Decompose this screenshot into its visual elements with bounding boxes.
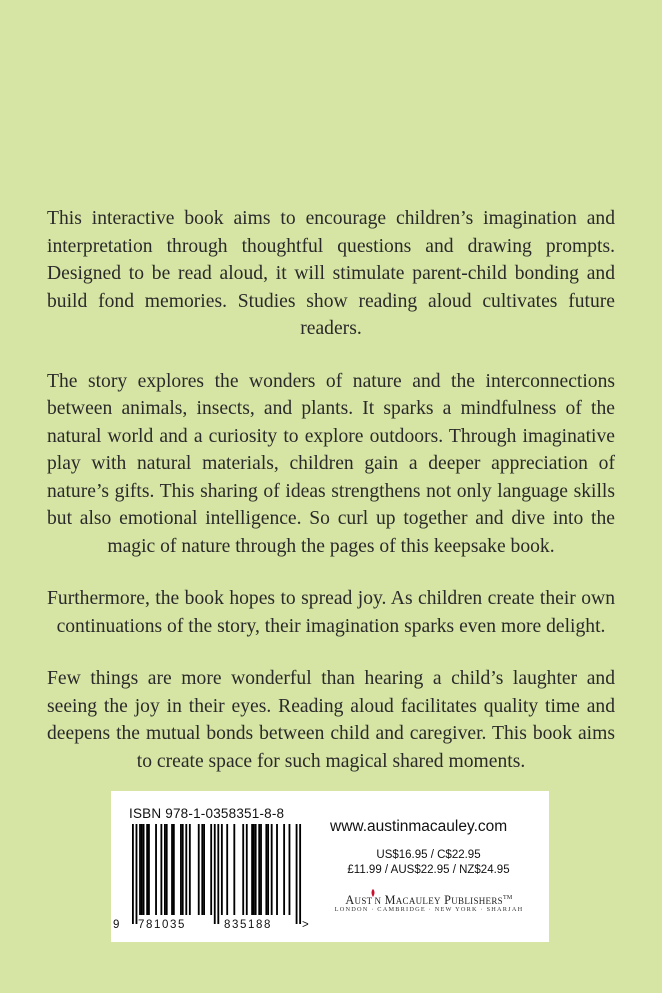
barcode-bar (160, 824, 162, 915)
publisher-name-part-1: Aust (345, 893, 373, 907)
barcode-bar (289, 824, 291, 915)
barcode-bar (139, 824, 141, 915)
barcode-bar (148, 824, 150, 915)
barcode-bar (173, 824, 175, 915)
barcode-bar (283, 824, 285, 915)
barcode-bar (198, 824, 200, 915)
barcode-bar (255, 824, 257, 915)
barcode-bar (203, 824, 205, 915)
barcode-bar (276, 824, 278, 915)
barcode-arrow: > (302, 919, 311, 931)
barcode-bar (260, 824, 262, 915)
price-line-1: US$16.95 / C$22.95 (376, 849, 481, 861)
barcode-bar (242, 824, 244, 915)
barcode-bar (189, 824, 191, 915)
barcode-guard-bar (214, 824, 216, 924)
barcode-bar (146, 824, 148, 915)
barcode-bar (258, 824, 260, 915)
publisher-name-part-2: n Macauley Publishers (374, 893, 503, 907)
barcode-bar (251, 824, 253, 915)
barcode-bar (253, 824, 255, 915)
blurb-paragraph-1: This interactive book aims to encourage children’s imagination and interpretation through thoughtful questions and drawing prompts. Designed to be read aloud, it will stimulate parent-child bonding and build fond memories. Studies show reading aloud cultivates future readers. (47, 208, 615, 339)
barcode-guard-bar (296, 824, 298, 924)
publisher-trademark: TM (502, 894, 513, 901)
barcode-bar (221, 824, 223, 915)
barcode-bar (271, 824, 273, 915)
isbn-label: ISBN 978-1-0358351-8-8 (129, 806, 285, 821)
price-list (316, 848, 541, 878)
barcode-digit-lead: 9 (113, 919, 121, 931)
barcode-panel (111, 791, 549, 942)
blurb-text (47, 205, 615, 800)
barcode-digits-left: 781035 (138, 919, 186, 931)
barcode-digits-right: 835188 (224, 919, 272, 931)
price-line-2: £11.99 / AUS$22.95 / NZ$24.95 (347, 864, 510, 876)
barcode-bar (267, 824, 269, 915)
barcode-bar (182, 824, 184, 915)
barcode-bar (185, 824, 187, 915)
barcode-bar (143, 824, 145, 915)
barcode-bar (201, 824, 203, 915)
barcode-bar (180, 824, 182, 915)
barcode-bar (226, 824, 228, 915)
barcode-guard-bar (136, 824, 138, 924)
barcode-bar (233, 824, 235, 915)
blurb-paragraph-2: The story explores the wonders of nature and the interconnections between animals, insects, and plants. It sparks a mindfulness of the natural world and a curiosity to explore outdoors. Through imaginative play with natural materials, children gain a deeper appreciation of nature’s gifts. This sharing of ideas strengthens not only language skills but also emotional intelligence. So curl up together and dive into the magic of nature through the pages of this keepsake book. (47, 370, 615, 557)
barcode-guard-bar (132, 824, 134, 924)
blurb-paragraph-3: Furthermore, the book hopes to spread joy. As children create their own continuations of the story, their imagination sparks even more delight. (47, 588, 615, 637)
barcode-guard-bar (299, 824, 301, 924)
publisher-website: www.austinmacauley.com (330, 818, 508, 835)
barcode-bar (210, 824, 212, 915)
barcode-guard-bar (217, 824, 219, 924)
barcode-bar (166, 824, 168, 915)
barcode-bar (265, 824, 267, 915)
barcode-bar (171, 824, 173, 915)
barcode-bar (141, 824, 143, 915)
publisher-cities: LONDON · CAMBRIDGE · NEW YORK · SHARJAH (334, 906, 524, 913)
barcode-bar (246, 824, 248, 915)
barcode-bar (164, 824, 166, 915)
barcode-bar (155, 824, 157, 915)
isbn-barcode (121, 824, 311, 924)
blurb-paragraph-4: Few things are more wonderful than hearing a child’s laughter and seeing the joy in their eyes. Reading aloud facilitates quality time and deepens the mutual bonds between child and caregiver. This book aims to create space for such magical shared moments. (47, 668, 615, 772)
